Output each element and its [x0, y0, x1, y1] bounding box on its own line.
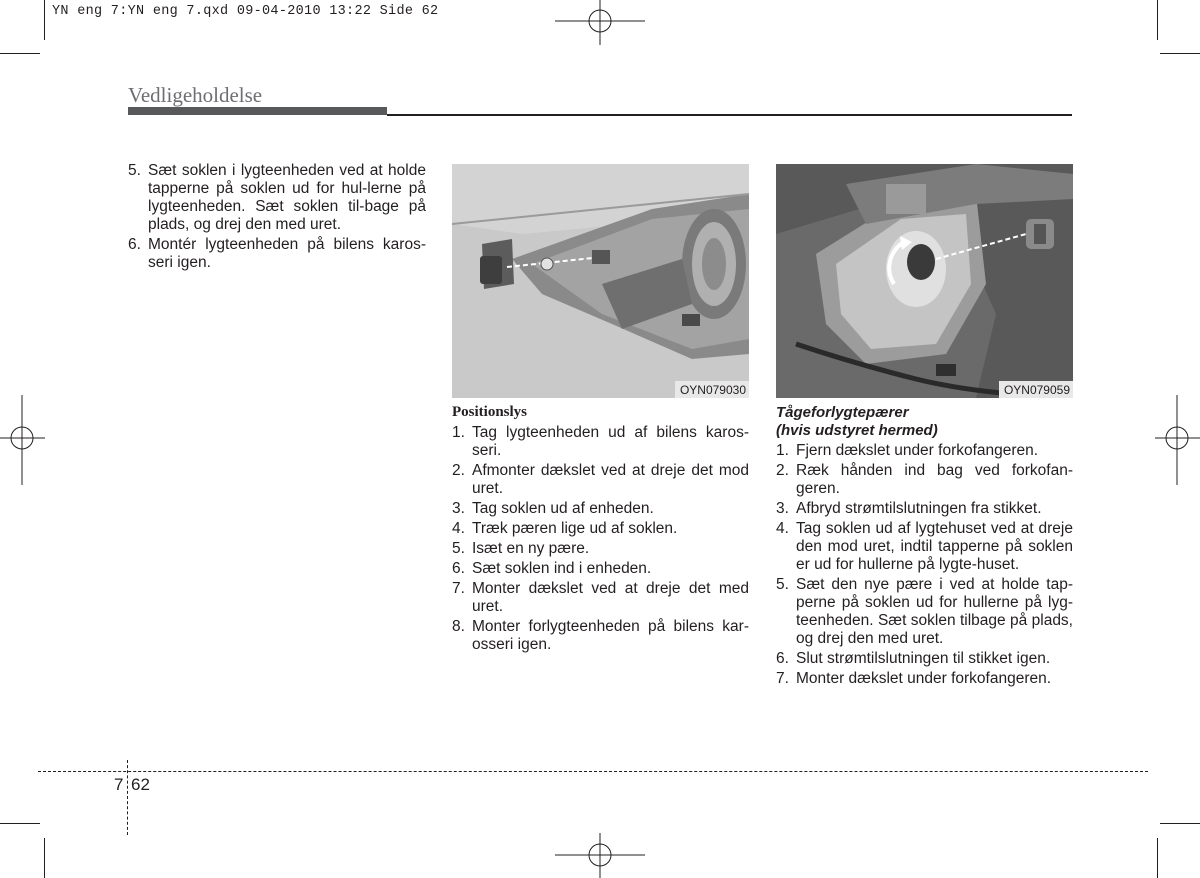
list-item: 1. Tag lygteenheden ud af bilens karos-seri.	[452, 424, 749, 459]
list-item: 3. Afbryd strømtilslutningen fra stikket.	[776, 500, 1042, 517]
list-item: 6. Montér lygteenheden på bilens karos-seri igen.	[128, 236, 426, 271]
list-item: 7. Monter dækslet ved at dreje det med uret.	[452, 580, 749, 615]
list-item: 8. Monter forlygteenheden på bilens kar-osseri igen.	[452, 618, 749, 653]
middle-column	[452, 403, 749, 656]
section-title: Vedligeholdelse	[128, 83, 263, 107]
registration-mark-left	[0, 395, 45, 485]
figure-code: OYN079059	[999, 381, 1073, 398]
list-item: 6. Sæt soklen ind i enheden.	[452, 560, 652, 577]
print-header: YN eng 7:YN eng 7.qxd 09-04-2010 13:22 Side 62	[52, 4, 439, 19]
list-item: 6. Slut strømtilslutningen til stikket igen.	[776, 650, 1051, 667]
title-rule	[387, 114, 1072, 116]
list-item: 4. Tag soklen ud af lygtehuset ved at dreje den mod uret, indtil tapperne på soklen er ud for hullerne på lygte-huset.	[776, 520, 1073, 573]
title-bar	[128, 107, 387, 115]
list-item: 4. Træk pæren lige ud af soklen.	[452, 520, 678, 537]
list-item: 5. Sæt soklen i lygteenheden ved at holde tapperne på soklen ud for hul-lerne på lygteenheden. Sæt soklen til-bage på plads, og drej den med uret.	[128, 162, 426, 233]
left-column	[128, 162, 426, 274]
list-item: 1. Fjern dækslet under forkofangeren.	[776, 442, 1039, 459]
fog-lamp-figure	[776, 164, 1073, 398]
figure-code: OYN079030	[675, 381, 749, 398]
list-item: 7. Monter dækslet under forkofangeren.	[776, 670, 1052, 687]
registration-mark-top	[555, 0, 645, 45]
registration-mark-right	[1155, 395, 1200, 485]
fog-lamp-illustration	[776, 164, 1073, 398]
list-item: 5. Sæt den nye pære i ved at holde tap-perne på soklen ud for hullerne på lyg-teenheden. Sæt soklen tilbage på plads, og drej den med uret.	[776, 576, 1073, 647]
registration-mark-bottom	[555, 833, 645, 878]
page-number: 62	[131, 775, 150, 794]
list-item: 2. Ræk hånden ind bag ved forkofan-geren.	[776, 462, 1073, 497]
list-item: 5. Isæt en ny pære.	[452, 540, 590, 557]
list-item: 2. Afmonter dækslet ved at dreje det mod uret.	[452, 462, 749, 497]
right-column	[776, 404, 1073, 690]
chapter-number: 7	[114, 775, 124, 794]
footer-divider	[127, 760, 128, 835]
headlamp-illustration	[452, 164, 749, 398]
section-heading: Positionslys	[452, 404, 528, 420]
headlamp-figure	[452, 164, 749, 398]
section-heading: Tågeforlygtepærer (hvis udstyret hermed)	[776, 404, 938, 439]
footer-rule	[38, 771, 1148, 772]
list-item: 3. Tag soklen ud af enheden.	[452, 500, 654, 517]
